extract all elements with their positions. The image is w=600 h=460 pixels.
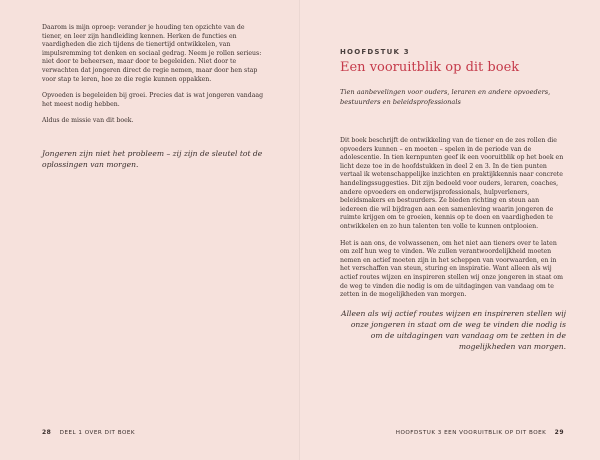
running-head: HOOFDSTUK 3 EEN VOORUITBLIK OP DIT BOEK [395, 430, 547, 436]
chapter-label: HOOFDSTUK 3 [340, 48, 410, 56]
pull-quote: Jongeren zijn niet het probleem – zij zijn de sleutel tot de oplossingen van morgen. [42, 148, 263, 169]
right-page [300, 0, 600, 460]
left-page-content [42, 24, 264, 170]
left-page-footer [42, 429, 135, 436]
page-number: 28 [42, 429, 52, 436]
chapter-title: Een vooruitblik op dit boek [340, 60, 520, 75]
right-page-footer [396, 429, 564, 436]
right-page-content [340, 48, 566, 352]
body-paragraph: Dit boek beschrijft de ontwikkeling van de tiener en de zes rollen die opvoeders kunnen – en moeten – spelen in de periode van de adolescentie. In tien kernpunten geef ik een vooruitblik op het boek en licht deze toe in de hoofdstukken in deel 2 en 3. In de tien punten vertaal ik wetenschappelijke inzichten en praktijkkennis naar concrete handelingssuggesties. Dit zijn bedoeld voor ouders, leraren, coaches, andere opvoeders en onderwijsprofessionals, hulpverleners, beleidsmakers en bestuurders. Ze bieden richting en steun aan iedereen die wil bijdragen aan een samenleving waarin jongeren de ruimte krijgen om te groeien, kennis op te doen en vaardigheden te ontwikkelen en zo hun talenten ten volle te kunnen ontplooien. [340, 137, 564, 230]
running-head: DEEL 1 OVER DIT BOEK [59, 430, 136, 436]
body-paragraph: Aldus de missie van dit boek. [42, 117, 134, 125]
chapter-subtitle: Tien aanbevelingen voor ouders, leraren en andere opvoeders, bestuurders en beleidsprofessionals [340, 88, 551, 106]
body-paragraph: Opvoeden is begeleiden bij groei. Precies dat is wat jongeren vandaag het meest nodig hebben. [42, 92, 264, 108]
page-number: 29 [554, 429, 564, 436]
pull-quote: Alleen als wij actief routes wijzen en inspireren stellen wij onze jongeren in staat om de weg te vinden die nodig is om de uitdagingen van vandaag om te zetten in de mogelijkheden van morgen. [341, 308, 566, 351]
body-paragraph: Het is aan ons, de volwassenen, om het niet aan tieners over te laten om zelf hun weg te vinden. We zullen verantwoordelijkheid moeten nemen en actief moeten zijn in het scheppen van voorwaarden, en in het verschaffen van steun, sturing en inspiratie. Want alleen als wij actief routes wijzen en inspireren stellen wij onze jongeren in staat om de weg te vinden die nodig is om de uitdagingen van vandaag om te zetten in de mogelijkheden van morgen. [340, 239, 563, 299]
body-paragraph: Daarom is mijn oproep: verander je houding ten opzichte van de tiener, en leer zijn handleiding kennen. Herken de functies en vaardigheden die zich tijdens de tienertijd ontwikkelen, van impulsremming tot denken en sociaal gedrag. Neem je rollen serieus: niet door te beheersen, maar door te begeleiden. Niet door te verwachten dat jongeren direct de regie nemen, maar door hen stap voor stap te leren, hoe ze die regie kunnen oppakken. [42, 24, 262, 83]
